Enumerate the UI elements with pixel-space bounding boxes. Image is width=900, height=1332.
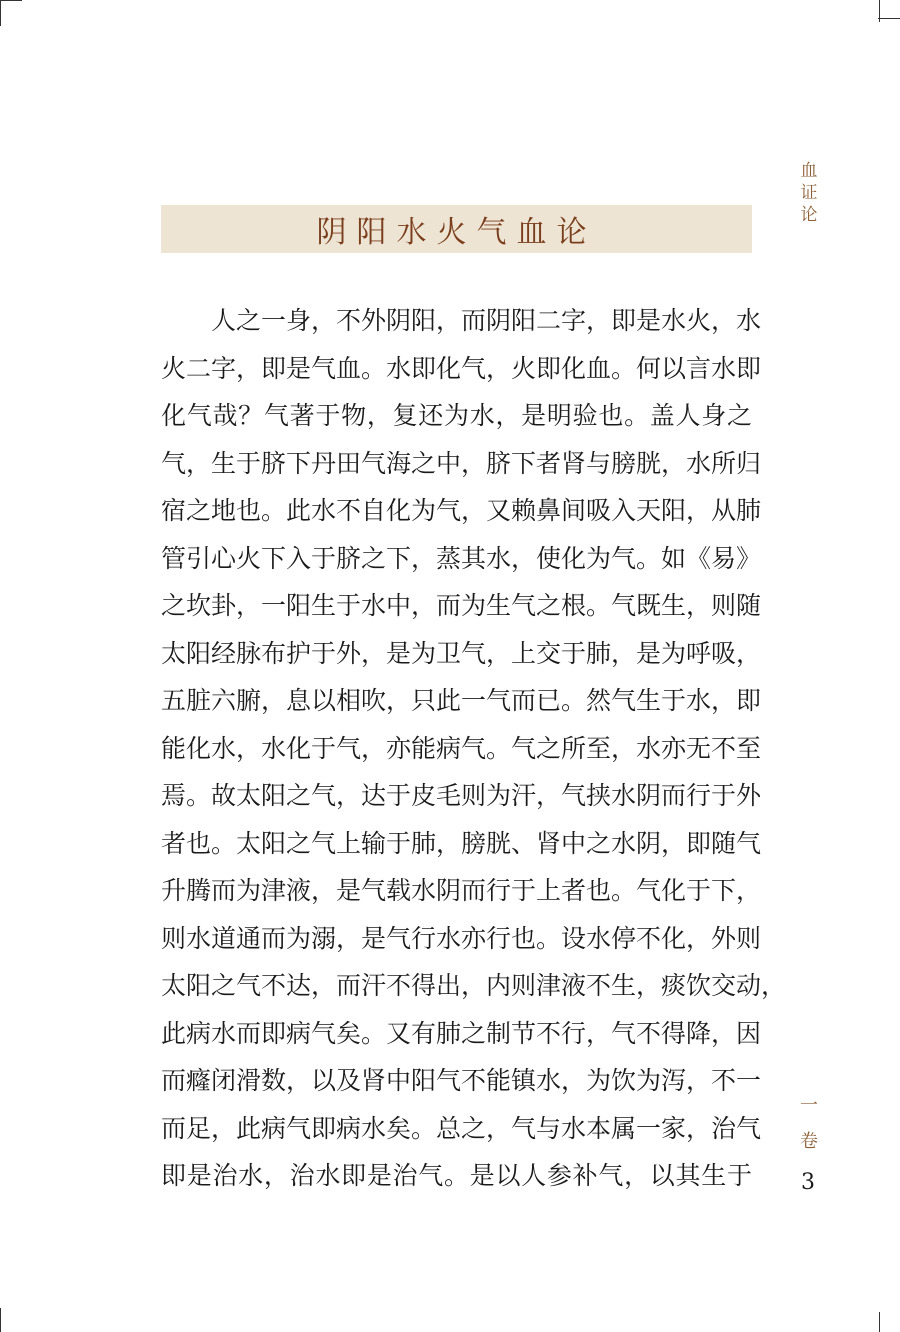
running-header bbox=[796, 160, 822, 226]
volume-marker-char: 一 bbox=[800, 1095, 818, 1116]
text-line: 此病水而即病气矣。又有肺之制节不行，气不得降，因 bbox=[161, 1018, 762, 1048]
running-header-char: 证 bbox=[800, 183, 818, 203]
text-line: 宿之地也。此水不自化为气，又赖鼻间吸入天阳，从肺 bbox=[161, 496, 762, 525]
text-line: 即是治水，治水即是治气。是以人参补气，以其生于 bbox=[161, 1161, 752, 1190]
section-title: 阴阳水火气血论 bbox=[316, 215, 597, 250]
text-line: 人之一身，不外阴阳，而阴阳二字，即是水火，水 bbox=[211, 306, 762, 335]
running-header-char: 血 bbox=[800, 161, 818, 181]
text-line: 管引心火下入于脐之下，蒸其水，使化为气。如《易》 bbox=[161, 543, 762, 573]
crop-mark bbox=[879, 1312, 880, 1332]
text-line: 升腾而为津液，是气载水阴而行于上者也。气化于下， bbox=[161, 876, 762, 905]
page-number: 3 bbox=[801, 1170, 815, 1195]
text-line: 五脏六腑，息以相吹，只此一气而已。然气生于水，即 bbox=[161, 686, 762, 715]
crop-mark bbox=[0, 0, 22, 1]
text-line: 气，生于脐下丹田气海之中，脐下者肾与膀胱，水所归 bbox=[161, 448, 762, 478]
text-line: 化气哉？气著于物，复还为水，是明验也。盖人身之 bbox=[161, 401, 752, 430]
running-header-char: 论 bbox=[800, 205, 818, 225]
text-line: 则水道通而为溺，是气行水亦行也。设水停不化，外则 bbox=[161, 923, 762, 953]
text-line: 而足，此病气即病水矣。总之，气与水本属一家，治气 bbox=[161, 1113, 762, 1143]
section-heading-band bbox=[161, 205, 752, 253]
crop-mark bbox=[0, 1308, 1, 1332]
text-line: 火二字，即是气血。水即化气，火即化血。何以言水即 bbox=[161, 353, 762, 383]
text-line: 而癃闭滑数，以及肾中阳气不能镇水，为饮为泻，不一 bbox=[161, 1066, 762, 1095]
text-line: 焉。故太阳之气，达于皮毛则为汗，气挟水阴而行于外 bbox=[161, 781, 762, 810]
text-line: 太阳经脉布护于外，是为卫气，上交于肺，是为呼吸， bbox=[161, 638, 762, 668]
text-line: 能化水，水化于气，亦能病气。气之所至，水亦无不至 bbox=[161, 733, 762, 763]
text-line: 太阳之气不达，而汗不得出，内则津液不生，痰饮交动， bbox=[161, 971, 787, 1000]
volume-marker bbox=[796, 1088, 822, 1160]
body-text bbox=[161, 297, 787, 1200]
crop-mark bbox=[878, 18, 900, 19]
crop-mark bbox=[0, 0, 1, 26]
volume-marker-char: 卷 bbox=[800, 1131, 818, 1152]
text-line: 之坎卦，一阳生于水中，而为生气之根。气既生，则随 bbox=[161, 591, 762, 620]
text-line: 者也。太阳之气上输于肺，膀胱、肾中之水阴，即随气 bbox=[161, 828, 762, 858]
